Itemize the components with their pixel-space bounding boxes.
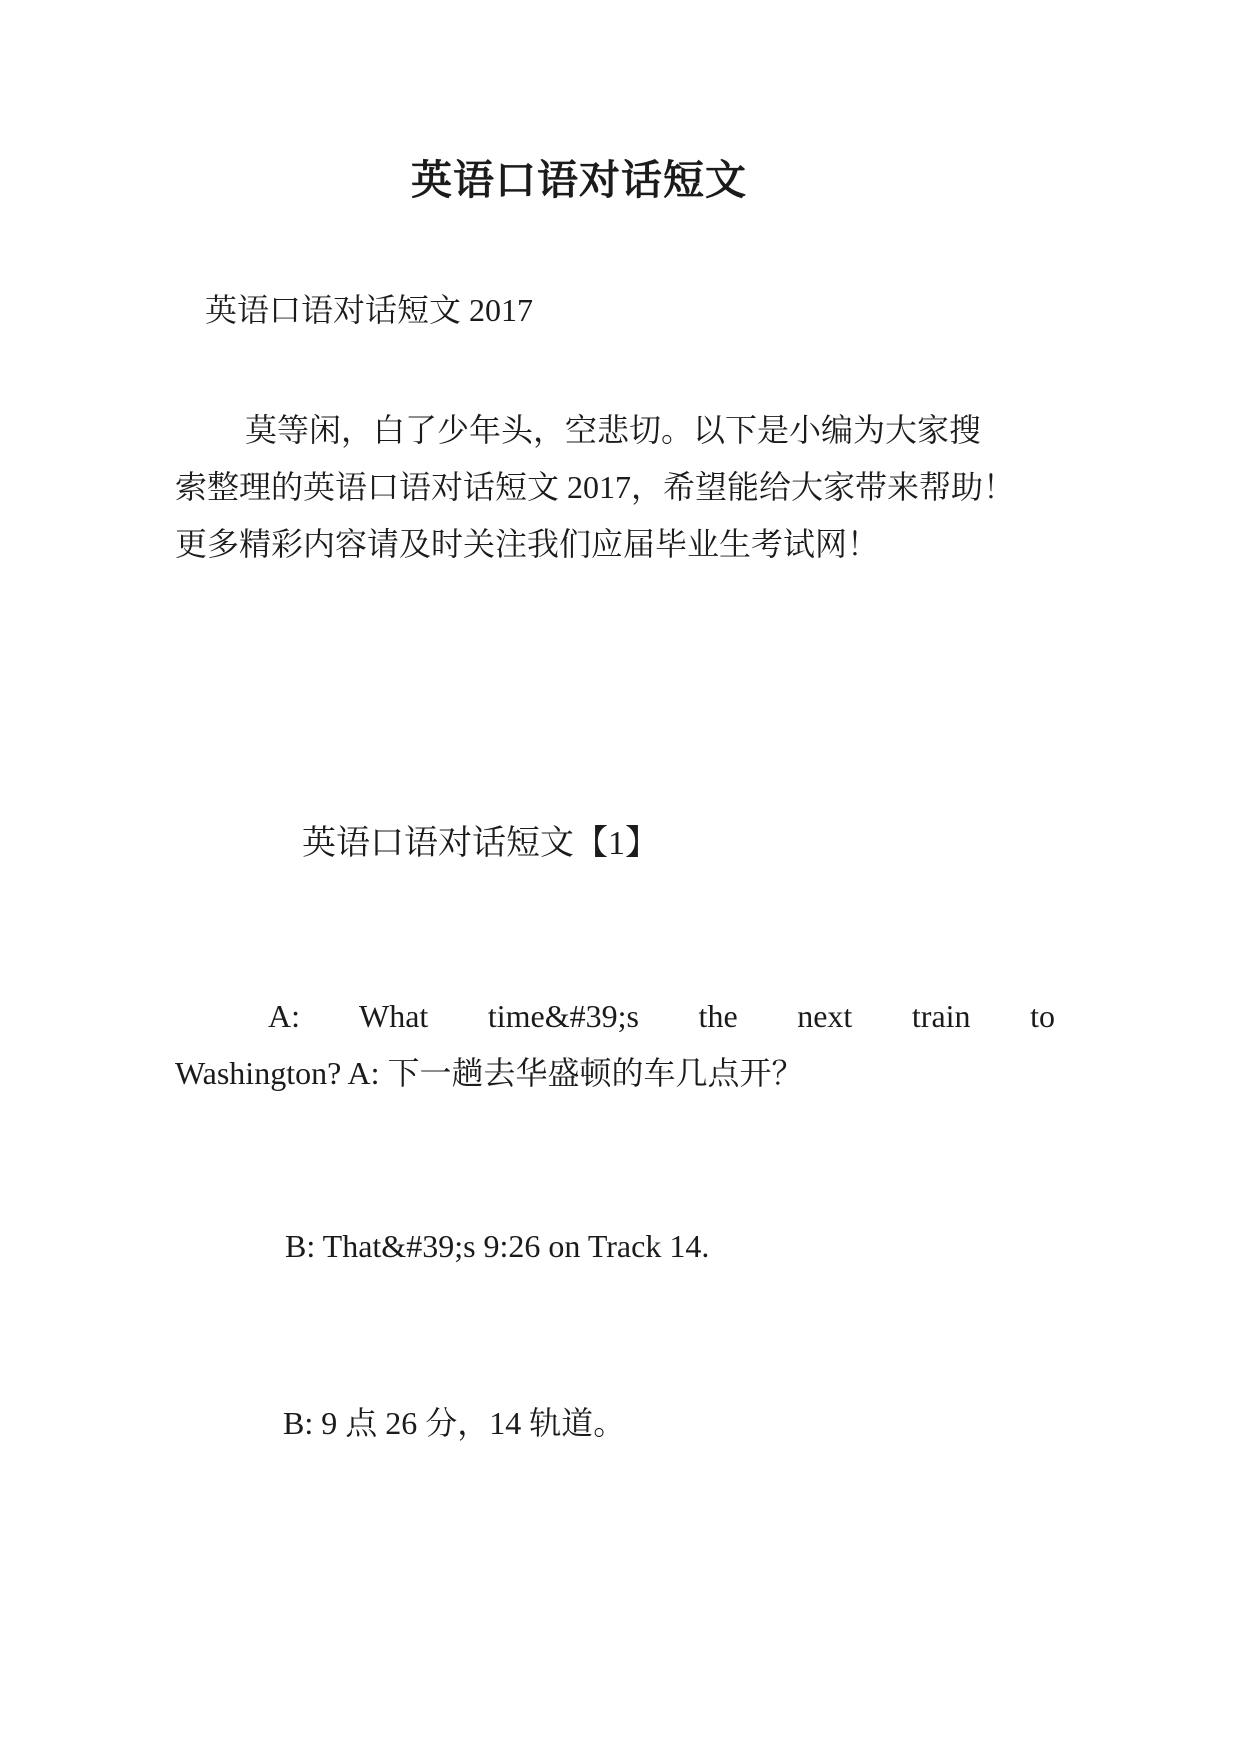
doc-title: 英语口语对话短文 bbox=[411, 157, 747, 203]
section-heading: 英语口语对话短文【1】 bbox=[302, 825, 659, 862]
doc-subtitle: 英语口语对话短文 2017 bbox=[205, 292, 534, 328]
intro-line-1: 莫等闲，白了少年头，空悲切。以下是小编为大家搜 bbox=[245, 412, 982, 448]
dialogue-a-line-1: A: What time&#39;s the next train to bbox=[268, 998, 1055, 1034]
intro-line-3: 更多精彩内容请及时关注我们应届毕业生考试网！ bbox=[175, 526, 880, 562]
dialogue-b-english: B: That&#39;s 9:26 on Track 14. bbox=[285, 1228, 710, 1264]
dialogue-a-paragraph bbox=[175, 988, 1055, 1102]
dialogue-a-line-2: Washington? A: 下一趟去华盛顿的车几点开？ bbox=[175, 1055, 804, 1091]
dialogue-b-chinese: B: 9 点 26 分，14 轨道。 bbox=[283, 1405, 626, 1441]
intro-paragraph bbox=[175, 402, 1055, 573]
intro-line-2: 索整理的英语口语对话短文 2017，希望能给大家带来帮助！ bbox=[175, 469, 1016, 505]
